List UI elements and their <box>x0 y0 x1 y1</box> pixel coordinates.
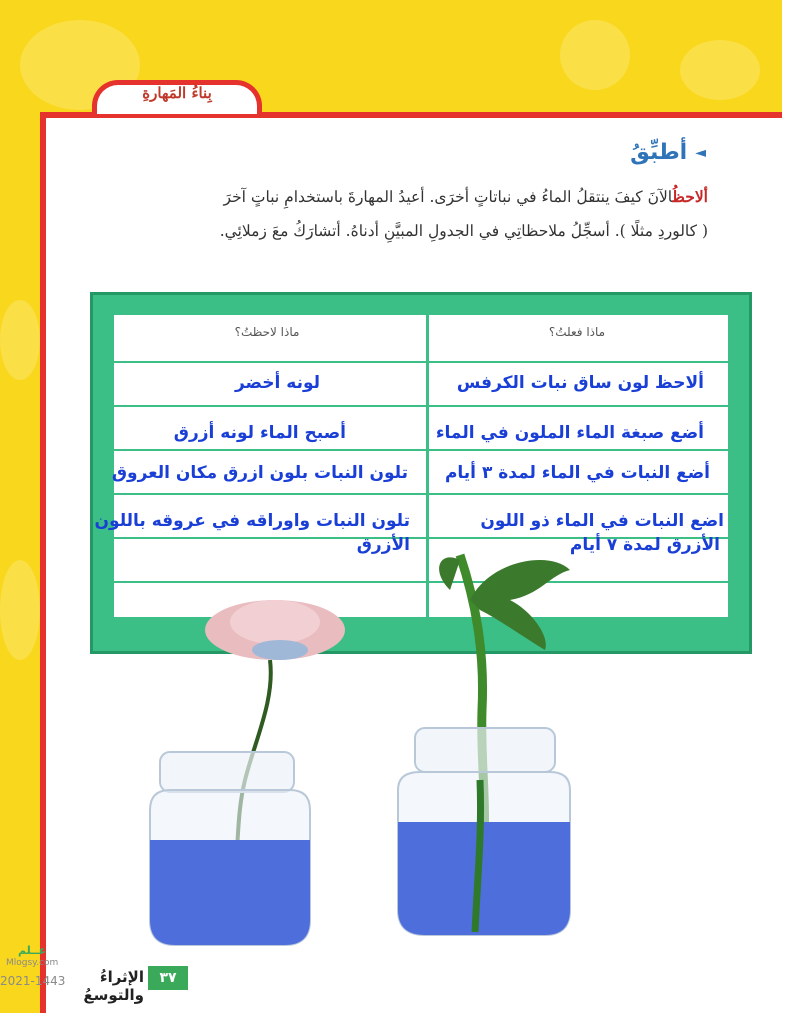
footer-label: الإثراءُ والتوسعُ <box>83 968 144 1004</box>
red-border-left <box>40 112 46 1013</box>
page-number: ٣٧ <box>148 966 188 990</box>
table-cell-did: الأزرق لمدة ٧ أيام <box>569 535 720 555</box>
triangle-bullet-icon: ◄ <box>695 144 706 161</box>
table-row-divider <box>114 449 728 451</box>
apply-heading <box>630 140 706 165</box>
table-cell-did: اضع النبات في الماء ذو اللون <box>480 511 724 531</box>
instruction-paragraph <box>88 180 708 248</box>
plant-jars-photo <box>130 540 590 950</box>
table-cell-observed: أصبح الماء لونه أزرق <box>173 423 346 443</box>
watermark-logo: عــلم <box>18 944 47 957</box>
heading-text: أطبِّقُ <box>630 140 688 165</box>
instruction-line-1: ألاحظُالآنَ كيفَ ينتقلُ الماءُ في نباتاتٍ أخرَى. أعيدُ المهارةَ باستخدامِ نباتٍ آخرَ <box>223 187 708 206</box>
table-cell-observed: الأزرق <box>356 535 410 555</box>
table-cell-observed: لونه أخضر <box>234 373 320 393</box>
celery-leaf <box>439 557 460 590</box>
left-jar-lid <box>160 752 294 792</box>
table-row-divider <box>114 405 728 407</box>
table-cell-did: ألاحظ لون ساق نبات الكرفس <box>456 373 704 393</box>
instruction-line-2: ( كالوردِ مثلًا ). أسجِّلُ ملاحظاتِي في الجدولِ المبيَّنِ أدناهُ. أتشارَكُ معَ زملائِي. <box>219 222 708 240</box>
watermark-site: Mlogsy.com <box>6 958 59 968</box>
celery-leaves <box>470 560 570 650</box>
right-jar-lid <box>415 728 555 772</box>
table-cell-observed: تلون النبات واوراقه في عروقه باللون <box>94 511 410 531</box>
table-cell-observed: تلون النبات بلون ازرق مكان العروق <box>111 463 408 483</box>
section-tab-label: بِناءُ المَهارةِ <box>142 84 212 102</box>
page-edge <box>782 0 800 1013</box>
left-jar-water <box>150 840 310 945</box>
right-jar-water <box>398 822 570 935</box>
header-what-i-did: ماذا فعلتُ؟ <box>548 325 606 339</box>
table-cell-did: أضع صبغة الماء الملون في الماء <box>435 423 704 443</box>
header-what-i-observed: ماذا لاحظتُ؟ <box>234 325 300 339</box>
table-row-divider <box>114 361 728 363</box>
table-row-divider <box>114 493 728 495</box>
table-cell-did: أضع النبات في الماء لمدة ٣ أيام <box>444 463 710 483</box>
observe-keyword: ألاحظُ <box>672 187 708 206</box>
watermark-year: 2021-1443 <box>0 974 66 988</box>
